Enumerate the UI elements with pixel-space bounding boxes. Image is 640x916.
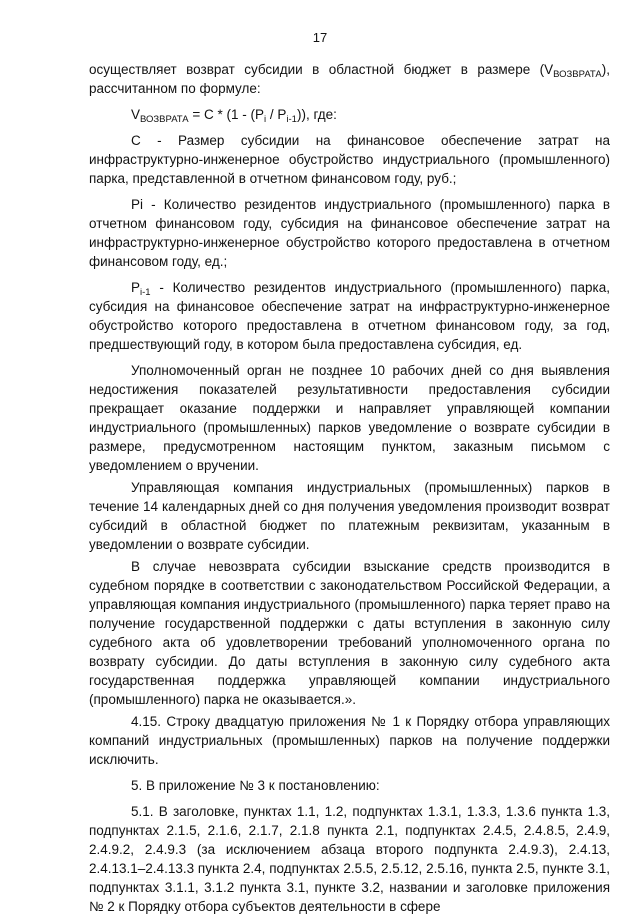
page-number: 17 <box>312 30 328 45</box>
formula-var: V <box>131 107 141 122</box>
paragraph-return-amount <box>89 60 610 98</box>
document-body <box>89 60 610 916</box>
paragraph-4-15: 4.15. Строку двадцатую приложения № 1 к Порядку отбора управляющих компаний индустриальных (промышленных) парков на получение поддержки исключить. <box>89 714 610 767</box>
formula-text: )), где: <box>296 107 337 122</box>
formula <box>89 105 610 124</box>
text-segment: осуществляет возврат субсидии в областной бюджет в размере (V <box>89 62 554 77</box>
paragraph-5-1: 5.1. В заголовке, пунктах 1.1, 1.2, подпунктах 1.3.1, 1.3.3, 1.3.6 пункта 1.3, подпунктах 2.1.5, 2.1.6, 2.1.7, 2.1.8 пункта 2.1, подпунктах 2.4.5, 2.4.8.5, 2.4.9, 2.4.9.2, 2.4.9.3 (за исключением абзаца второго подпункта 2.4.9.3), 2.4.13, 2.4.13.1–2.4.13.3 пункта 2.4, подпунктах 2.5.5, 2.5.12, 2.5.16, пункта 2.5, пункте 3.1, подпунктах 3.1.1, 3.1.2 пункта 3.1, пункте 3.2, названии и заголовке приложения № 2 к Порядку отбора субъектов деятельности в сфере <box>89 804 610 914</box>
text-segment: P <box>131 280 141 295</box>
definition-pi: Pi - Количество резидентов индустриального (промышленного) парка в отчетном финансовом году, субсидия на финансовое обеспечение затрат на инфраструктурно-инженерное обустройство которого предоставлена в отчетном финансовом году, ед.; <box>89 197 610 269</box>
definition-pi-1 <box>89 278 610 354</box>
text-segment: - Количество резидентов индустриального (промышленного) парка, субсидия на финансовое обеспечение затрат на инфраструктурно-инженерное обустройство которого предоставлена в отчетном финансовом году, за год, предшествующий году, в котором была предоставлена субсидия, ед. <box>89 280 610 352</box>
subscript: i <box>264 114 267 125</box>
formula-text: = С * (1 - (P <box>188 107 265 122</box>
paragraph-authorized-body: Уполномоченный орган не позднее 10 рабочих дней со дня выявления недостижения показателей результативности предоставления субсидии прекращает оказание поддержки и направляет управляющей компании индустриального (промышленных) парков уведомление о возврате субсидии в размере, предусмотренном настоящим пунктом, заказным письмом с уведомлением о вручении. <box>89 363 610 473</box>
paragraph-5: 5. В приложение № 3 к постановлению: <box>131 778 380 793</box>
paragraph-non-return: В случае невозврата субсидии взыскание средств производится в судебном порядке в соответствии с законодательством Российской Федерации, а управляющая компания индустриального (промышленного) парка теряет право на получение государственной поддержки с даты вступления в законную силу судебного акта об удовлетворении требований уполномоченного органа по возврату субсидии. До даты вступления в законную силу судебного акта государственная поддержка управляющей компании индустриального (промышленного) парка не оказывается.». <box>89 559 610 707</box>
text-segment: ), рассчитанном по формуле: <box>89 62 610 96</box>
subscript: i-1 <box>140 287 151 298</box>
formula-text: / P <box>266 107 287 122</box>
subscript: ВОЗВРАТА <box>553 69 602 80</box>
definition-c: С - Размер субсидии на финансовое обеспечение затрат на инфраструктурно-инженерное обустройство индустриального (промышленного) парка, представленной в отчетном финансовом году, руб.; <box>89 133 610 186</box>
subscript: ВОЗВРАТА <box>140 114 189 125</box>
paragraph-management-company: Управляющая компания индустриальных (промышленных) парков в течение 14 календарных дней со дня получения уведомления производит возврат субсидий в областной бюджет по платежным реквизитам, указанным в уведомлении о возврате субсидии. <box>89 480 610 552</box>
subscript: i-1 <box>286 114 297 125</box>
